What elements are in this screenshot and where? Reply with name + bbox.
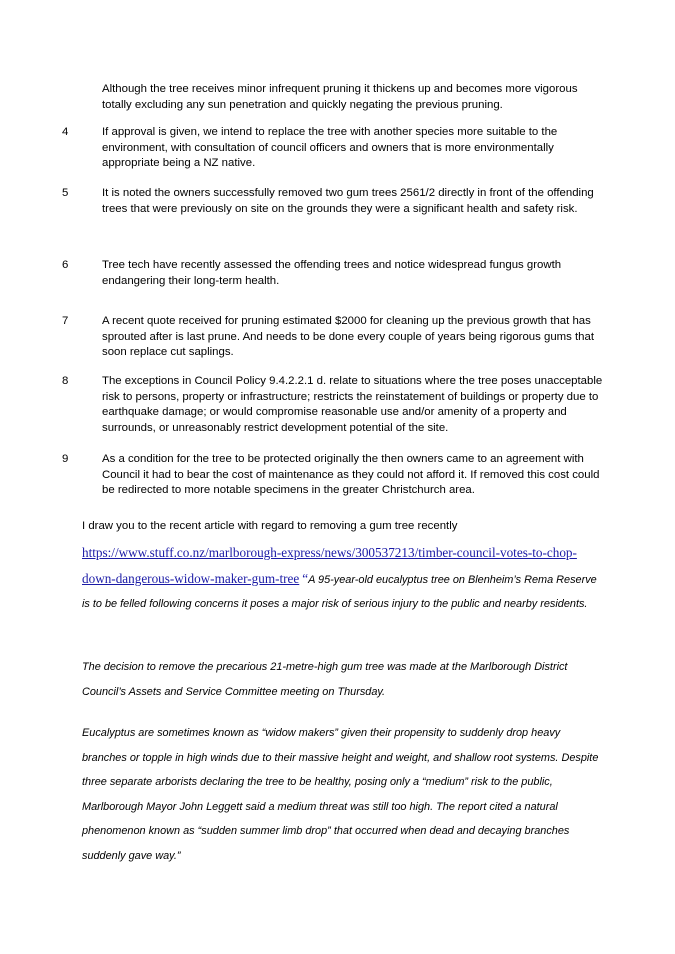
paragraph-9: As a condition for the tree to be protected originally the then owners came to an agreement with Council it had to bear the cost of maintenance as they could not afford it. If removed this cost could be redirected to more notable specimens in the greater Christchurch area. [102, 453, 600, 497]
paragraph-number-7: 7 [62, 315, 69, 327]
paragraph-5: It is noted the owners successfully removed two gum trees 2561/2 directly in front of the offending trees that were previously on site on the grounds they were a significant health and safety risk. [102, 187, 594, 215]
article-link[interactable]: https://www.stuff.co.nz/marlborough-express/news/300537213/timber-council-votes-to-chop-down-dangerous-widow-maker-gum-tree [82, 545, 577, 586]
paragraph-continuation: Although the tree receives minor infrequent pruning it thickens up and becomes more vigorous totally excluding any sun penetration and quickly negating the previous pruning. [102, 83, 578, 111]
paragraph-number-5: 5 [62, 187, 69, 199]
quote-text-1: A 95-year-old eucalyptus tree on Blenheim’s Rema Reserve is to be felled following concerns it poses a major risk of serious injury to the public and nearby residents. [82, 573, 597, 610]
quote-paragraph-3: Eucalyptus are sometimes known as “widow makers” given their propensity to suddenly drop heavy branches or topple in high winds due to their massive height and weight, and shallow root systems. Despite three separate arborists declaring the tree to be healthy, posing only a “medium” risk to the public, Marlborough Mayor John Leggett said a medium threat was still too high. The report cited a natural phenomenon known as “sudden summer limb drop” that occurred when dead and decaying branches suddenly gave way.” [82, 727, 599, 862]
paragraph-number-6: 6 [62, 259, 69, 271]
article-intro: I draw you to the recent article with regard to removing a gum tree recently [82, 520, 458, 532]
paragraph-6: Tree tech have recently assessed the offending trees and notice widespread fungus growth endangering their long-term health. [102, 259, 562, 287]
paragraph-8: The exceptions in Council Policy 9.4.2.2.1 d. relate to situations where the tree poses unacceptable risk to persons, property or infrastructure; restricts the reinstatement of buildings or property due to earthquake damage; or would compromise reasonable use and/or amenity of a property and surrounds, or unreasonably restrict development potential of the site. [102, 375, 603, 434]
paragraph-number-9: 9 [62, 453, 69, 465]
paragraph-number-4: 4 [62, 126, 69, 138]
paragraph-number-8: 8 [62, 375, 69, 387]
paragraph-7: A recent quote received for pruning estimated $2000 for cleaning up the previous growth that has sprouted after is last prune. And needs to be done every couple of years being rigorous gums that soon replace cut saplings. [102, 315, 594, 359]
quote-paragraph-1 [82, 541, 602, 617]
paragraph-4: If approval is given, we intend to replace the tree with another species more suitable to the environment, with consultation of council officers and owners that is more environmentally appropriate being a NZ native. [102, 126, 558, 170]
quote-paragraph-2: The decision to remove the precarious 21-metre-high gum tree was made at the Marlborough District Council’s Assets and Service Committee meeting on Thursday. [82, 661, 568, 698]
open-quote-mark: “ [302, 570, 309, 586]
